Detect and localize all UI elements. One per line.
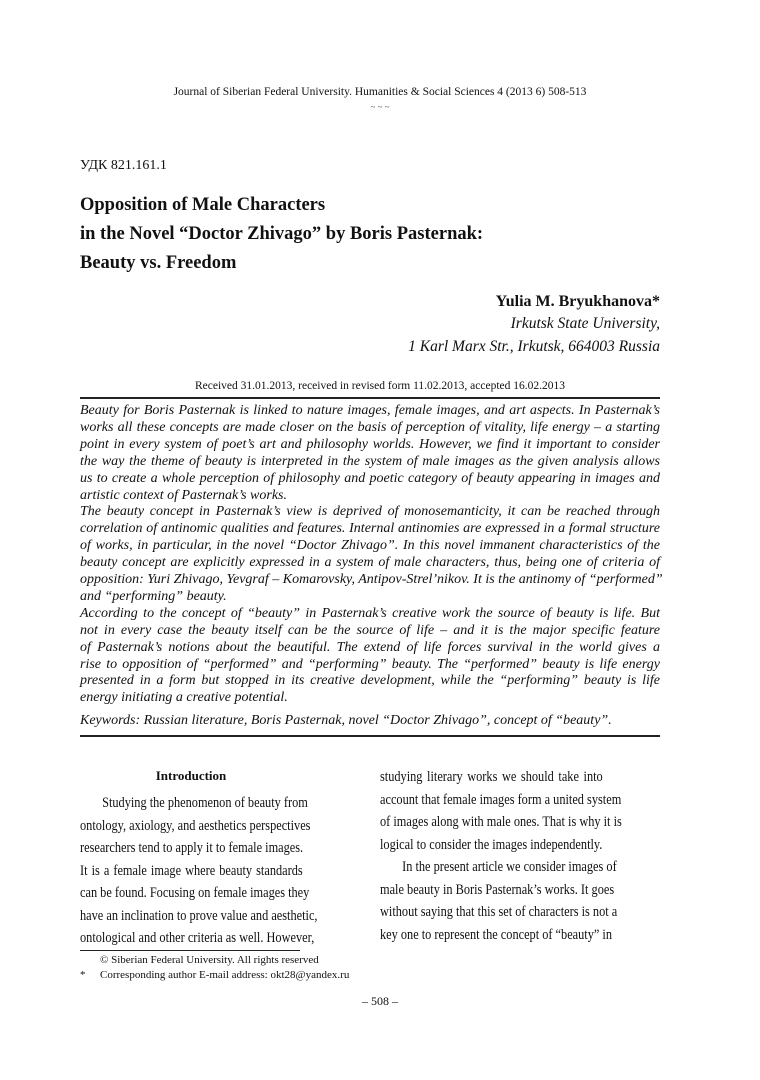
text-line: us to create a whole perception of philosophy and poetic category of beauty appearing in images and (80, 470, 660, 486)
text-line: It is a female image where beauty standards (80, 862, 303, 879)
text-line: account that female images form a united system (380, 791, 622, 808)
text-line: The beauty concept in Pasternak’s view is deprived of monosemanticity, it can be reached through (80, 504, 660, 520)
copyright-footnote: © Siberian Federal University. All rights reserved (100, 954, 319, 966)
text-line: can be found. Focusing on female images they (80, 885, 310, 901)
author-name: Yulia M. Bryukhanova* (495, 293, 660, 310)
title-line: Opposition of Male Characters (80, 195, 326, 215)
text-line: researchers tend to apply it to female images. (80, 840, 304, 856)
text-line: of works, in particular, in the novel “Doctor Zhivago”. In this novel immanent characteristics of the (80, 538, 660, 554)
corresponding-author-footnote: Corresponding author E-mail address: okt28@yandex.ru (100, 969, 350, 981)
text-line: rise to opposition of “performed” and “performing” beauty. The “performed” beauty is life energy (80, 656, 660, 672)
udk-code: УДК 821.161.1 (80, 158, 167, 173)
abstract-top-rule (80, 397, 660, 399)
text-line: Beauty for Boris Pasternak is linked to nature images, female images, and art aspects. In Pasternak’s (80, 403, 660, 418)
text-line: studying literary works we should take into (380, 769, 603, 785)
text-line: point in every system of poet’s art and philosophy worlds. However, we find it important to consider (80, 436, 660, 452)
text-line: male beauty in Boris Pasternak’s works. It goes (380, 881, 615, 898)
keywords: Keywords: Russian literature, Boris Pasternak, novel “Doctor Zhivago”, concept of “beauty”. (80, 713, 612, 728)
text-line: key one to represent the concept of “beauty” in (380, 926, 613, 943)
text-line: opposition: Yuri Zhivago, Yevgraf – Komarovsky, Antipov-Strel’nikov. It is the antinomy of “performed” (80, 572, 663, 587)
received-dates: Received 31.01.2013, received in revised form 11.02.2013, accepted 16.02.2013 (194, 380, 566, 392)
text-line: correlation of antinomic qualities and features. Internal antinomies are expressed in a formal structure (80, 521, 660, 537)
footnote-rule (80, 950, 300, 951)
text-line: Studying the phenomenon of beauty from (102, 795, 308, 811)
abstract-bottom-rule (80, 735, 660, 737)
header-separator: ~ ~ ~ (370, 102, 390, 112)
text-line: works all these concepts are made closer on the basis of perception of vitality, life energy – a starting (80, 419, 660, 435)
text-line: In the present article we consider images of (402, 859, 617, 875)
text-line: of Pasternak’s notions about the beautiful. The extend of life forces survival in the world gives a (80, 639, 660, 655)
text-line: energy initiating a creative potential. (80, 690, 288, 706)
introduction-heading: Introduction (155, 768, 227, 783)
text-line: artistic context of Pasternak’s works. (80, 487, 287, 503)
text-line: the way the theme of beauty is interpreted in the system of male images as the given analysis allows (80, 453, 660, 469)
text-line: ontology, axiology, and aesthetics perspectives (80, 817, 311, 834)
text-line: ontological and other criteria as well. However, (80, 930, 315, 946)
text-line: without saying that this set of characters is not a (380, 904, 618, 920)
journal-header: Journal of Siberian Federal University. Humanities & Social Sciences 4 (2013 6) 508-513 (173, 86, 587, 98)
text-line: logical to consider the images independently. (380, 836, 603, 853)
title-line: in the Novel “Doctor Zhivago” by Boris Pasternak: (80, 224, 484, 244)
title-line: Beauty vs. Freedom (80, 253, 237, 273)
text-line: According to the concept of “beauty” in Pasternak’s creative work the source of beauty is life. But (80, 605, 660, 621)
text-line: of images along with male ones. That is why it is (380, 814, 622, 830)
text-line: and “performing” beauty. (80, 588, 227, 604)
text-line: presented in a form but stopped in its creative development, while the “performing” beauty is life (80, 673, 660, 689)
author-affiliation: Irkutsk State University, (510, 315, 660, 332)
footnote-marker: * (80, 969, 86, 981)
author-address: 1 Karl Marx Str., Irkutsk, 664003 Russia (408, 338, 660, 355)
page-number: – 508 – (362, 994, 398, 1008)
text-line: have an inclination to prove value and aesthetic, (80, 907, 318, 924)
text-line: not in every case the beauty itself can be the source of life – and it is the major specific feature (80, 622, 660, 638)
text-line: beauty concept are explicitly expressed in a system of male characters, thus, being one of criteria of (80, 555, 660, 571)
